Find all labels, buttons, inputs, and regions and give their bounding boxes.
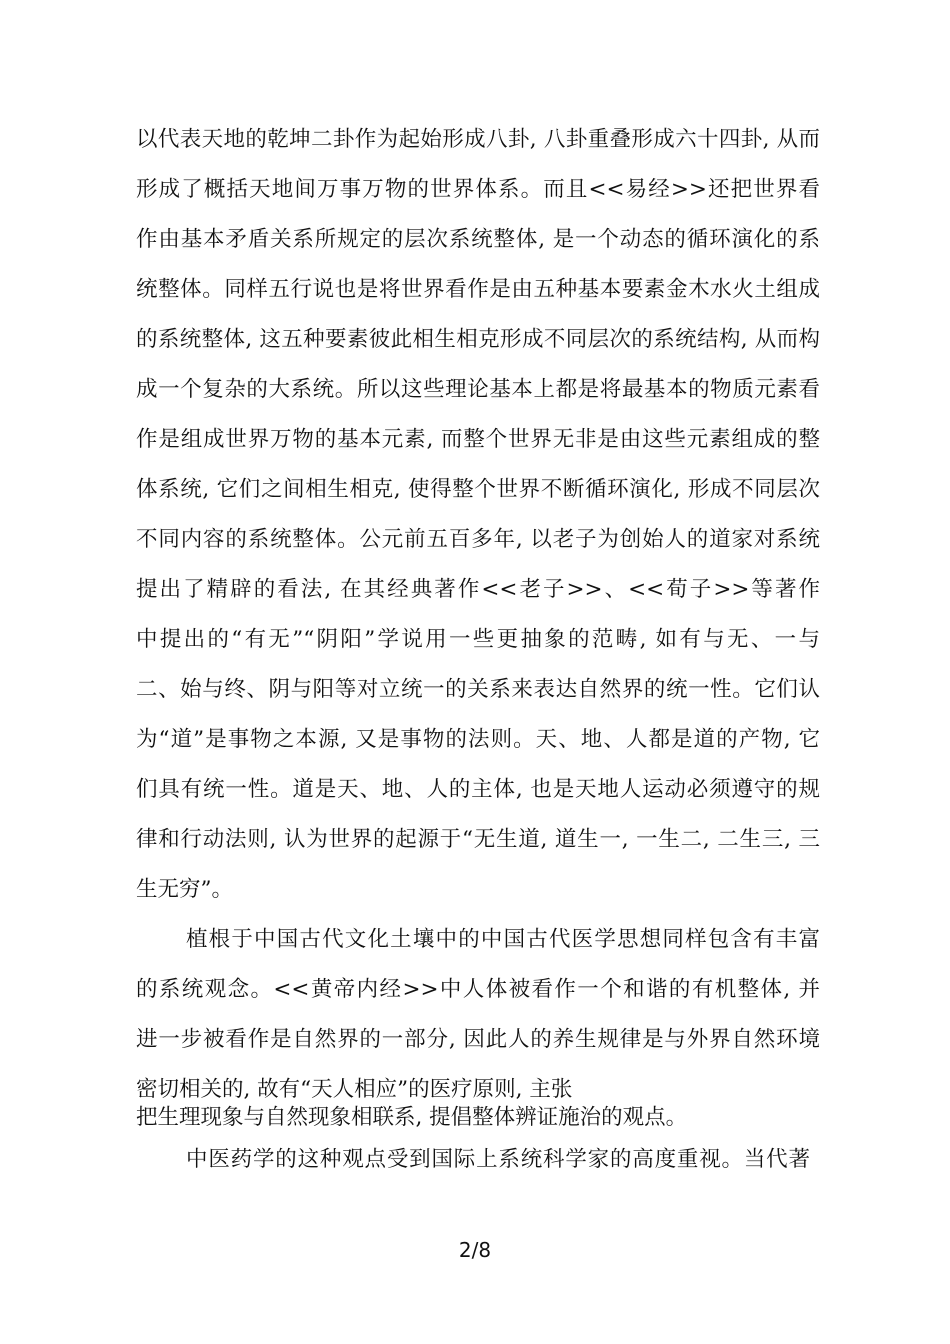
text-line: 把生理现象与自然现象相联系, 提倡整体辨证施治的观点。: [136, 1105, 688, 1130]
text-line: 二、始与终、阴与阳等对立统一的关系来表达自然界的统一性。它们认: [136, 677, 820, 702]
paragraph-1-line-2: [136, 176, 820, 204]
text-line: 形成了概括天地间万事万物的世界体系。而且<<易经>>还把世界看: [136, 177, 820, 202]
page-number: 2/8: [458, 1238, 492, 1262]
text-line: 体系统, 它们之间相生相克, 使得整个世界不断循环演化, 形成不同层次: [136, 477, 820, 502]
paragraph-1-line-11: [136, 626, 820, 654]
text-line: 们具有统一性。道是天、地、人的主体, 也是天地人运动必须遵守的规: [136, 777, 820, 802]
text-line: 以代表天地的乾坤二卦作为起始形成八卦, 八卦重叠形成六十四卦, 从而: [136, 127, 820, 152]
text-line: 成一个复杂的大系统。所以这些理论基本上都是将最基本的物质元素看: [136, 377, 820, 402]
paragraph-2: [186, 926, 820, 954]
text-line: 中提出的“有无”“阴阳”学说用一些更抽象的范畴, 如有与无、一与: [136, 627, 820, 652]
paragraph-1-line-4: [136, 276, 820, 304]
text-line: 统整体。同样五行说也是将世界看作是由五种基本要素金木水火土组成: [136, 277, 820, 302]
paragraph-1-line-8: [136, 476, 820, 504]
paragraph-1-line-13: [136, 726, 820, 754]
text-line: 的系统观念。<<黄帝内经>>中人体被看作一个和谐的有机整体, 并: [136, 977, 820, 1002]
paragraph-1-line-15: [136, 826, 820, 854]
paragraph-1-line-3: [136, 226, 820, 254]
paragraph-1-line-12: [136, 676, 820, 704]
paragraph-2-line-4: [136, 1076, 820, 1104]
text-line: 作是组成世界万物的基本元素, 而整个世界无非是由这些元素组成的整: [136, 427, 820, 452]
text-line: 作由基本矛盾关系所规定的层次系统整体, 是一个动态的循环演化的系: [136, 227, 820, 252]
paragraph-1-line-16: [136, 876, 820, 904]
paragraph-2-line-5: [136, 1104, 820, 1132]
text-line: 密切相关的, 故有“天人相应”的医疗原则, 主张: [136, 1077, 573, 1102]
paragraph-1: [136, 126, 820, 154]
paragraph-1-line-10: [136, 576, 820, 604]
paragraph-1-line-6: [136, 376, 820, 404]
paragraph-1-line-7: [136, 426, 820, 454]
paragraph-2-line-3: [136, 1026, 820, 1054]
text-line: 提出了精辟的看法, 在其经典著作<<老子>>、<<荀子>>等著作: [136, 577, 820, 602]
paragraph-3: [186, 1146, 810, 1174]
paragraph-1-line-5: [136, 326, 820, 354]
text-line: 进一步被看作是自然界的一部分, 因此人的养生规律是与外界自然环境: [136, 1027, 820, 1052]
text-line: 为“道”是事物之本源, 又是事物的法则。天、地、人都是道的产物, 它: [136, 727, 820, 752]
text-line: 的系统整体, 这五种要素彼此相生相克形成不同层次的系统结构, 从而构: [136, 327, 820, 352]
paragraph-2-line-2: [136, 976, 820, 1004]
text-line: 植根于中国古代文化土壤中的中国古代医学思想同样包含有丰富: [186, 927, 820, 952]
text-line: 中医药学的这种观点受到国际上系统科学家的高度重视。当代著: [186, 1147, 810, 1172]
text-line: 律和行动法则, 认为世界的起源于“无生道, 道生一, 一生二, 二生三, 三: [136, 827, 820, 852]
paragraph-1-line-9: [136, 526, 820, 554]
text-line: 生无穷”。: [136, 877, 233, 902]
text-line: 不同内容的系统整体。公元前五百多年, 以老子为创始人的道家对系统: [136, 527, 820, 552]
paragraph-1-line-14: [136, 776, 820, 804]
